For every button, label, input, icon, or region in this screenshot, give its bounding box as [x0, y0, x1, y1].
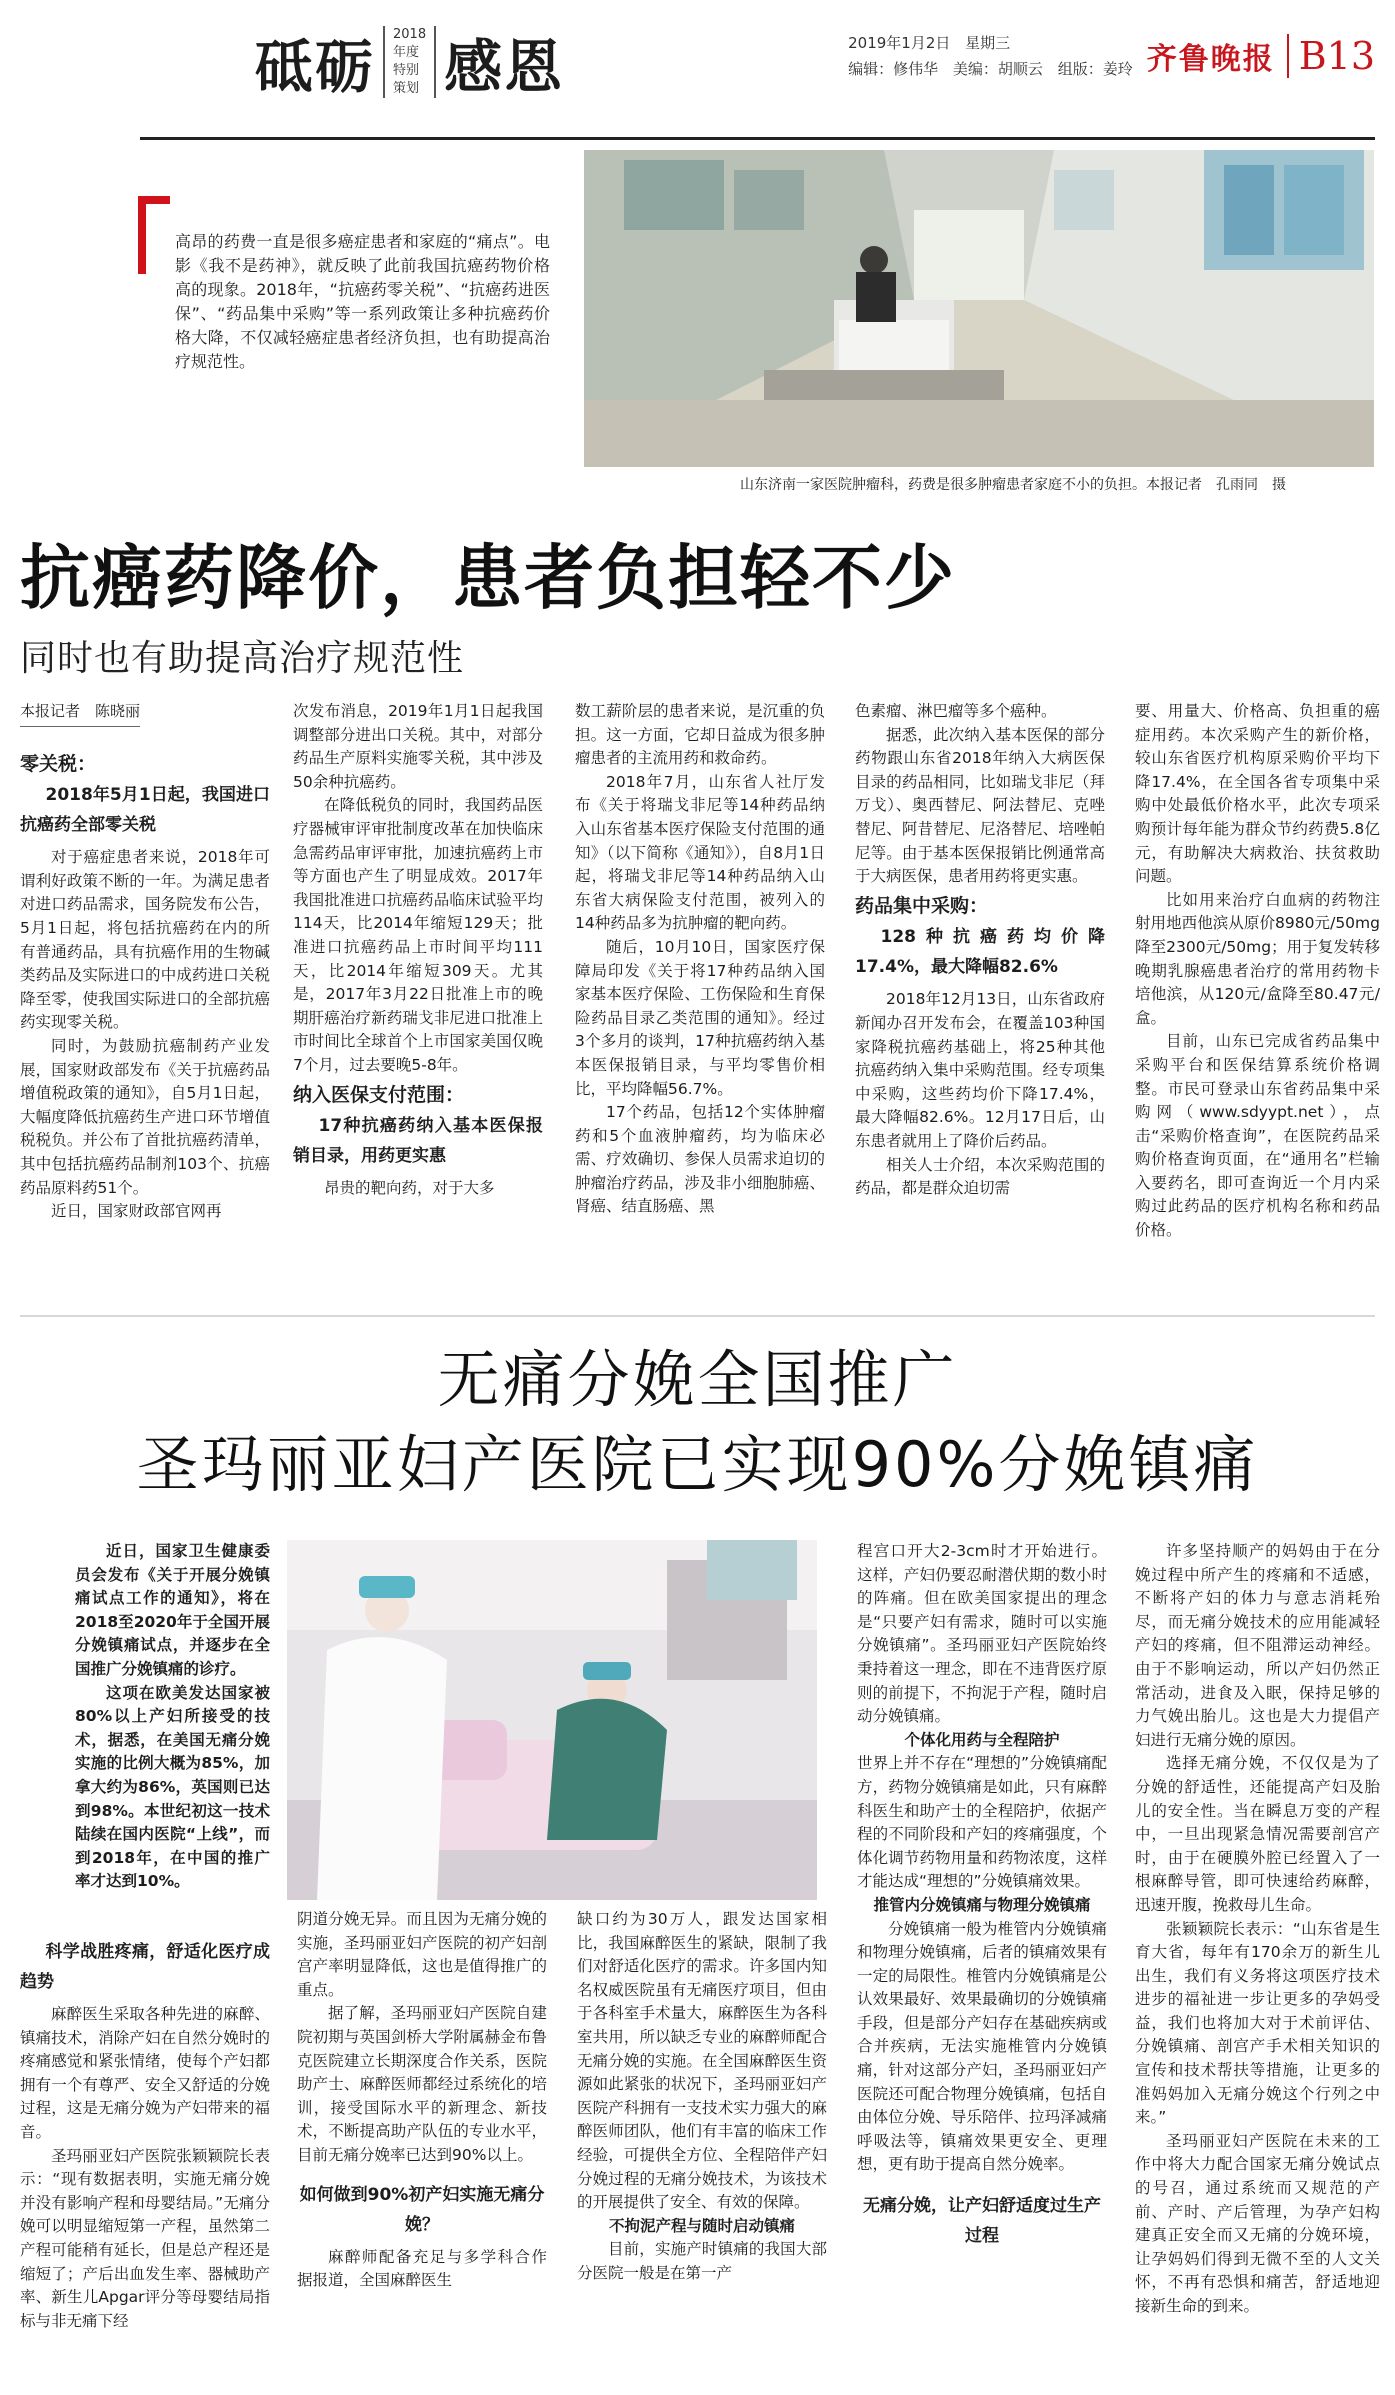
delivery-room-illustration — [287, 1540, 817, 1900]
paragraph: 目前，山东已完成省药品集中采购平台和医保结算系统价格调整。市民可登录山东省药品集中采购网（www.sdyypt.net），点击“采购价格查询”，在医院药品采购价格查询页面，在“通用名”栏输入要药名，即可查询近一个月内采购过此药品的医疗机构名称和药品价格。 — [1135, 1032, 1380, 1240]
paragraph: 圣玛丽亚妇产医院张颖颖院长表示：“现有数据表明，实施无痛分娩并没有影响产程和母婴结局。”无痛分娩可以明显缩短第一产程，虽然第二产程可能稍有延长，但是总产程还是缩短了；产后出血发生率、器械助产率、新生儿Apgar评分等母婴结局指标与非无痛下经 — [20, 2146, 270, 2330]
story1-column-4 — [855, 700, 1105, 1201]
paragraph: 在降低税负的同时，我国药品医疗器械审评审批制度改革在加快临床急需药品审评审批，加速抗癌药上市等方面也产生了明显成效。2017年我国批准进口抗癌药品临床试验平均114天，比2014年缩短129天；批准进口抗癌药品上市时间平均111天，比2014年缩短309天。尤其是，2017年3月22日批准上市的晚期肝癌治疗新药瑞戈非尼进口批准上市时间比全球首个上市国家美国仅晚7个月，过去要晚5-8年。 — [293, 796, 543, 1074]
section-heading-methods: 推管内分娩镇痛与物理分娩镇痛 — [873, 1895, 1091, 1914]
page-number: B13 — [1287, 34, 1375, 78]
paragraph: 张颖颖院长表示：“山东省是生育大省，每年有170余万的新生儿出生，我们有义务将这项医疗技术进步的福祉进一步让更多的孕妈受益，我们也将加大对于术前评估、分娩镇痛、剖宫产手术相关知识的宣传和技术帮扶等措施，让更多的准妈妈加入无痛分娩这个行列之中来。” — [1135, 1919, 1380, 2127]
paragraph: 缺口约为30万人，跟发达国家相比，我国麻醉医生的紧缺，限制了我们对舒适化医疗的需求。许多国内知名权威医院虽有无痛医疗项目，但由于各科室手术量大，麻醉医生为各科室共用，所以缺乏专业的麻醉师配合无痛分娩的实施。在全国麻醉医生资源如此紧张的状况下，圣玛丽亚妇产医院产科拥有一支技术实力强大的麻醉医师团队，他们有丰富的临床工作经验，可提供全方位、全程陪伴产妇分娩过程的无痛分娩技术，为该技术的开展提供了安全、有效的保障。 — [577, 1910, 827, 2212]
section-heading-flexible: 不拘泥产程与随时启动镇痛 — [608, 2216, 795, 2235]
story2-headline-line2: 圣玛丽亚妇产医院已实现90%分娩镇痛 — [136, 1428, 1259, 1501]
paragraph: 2018年12月13日，山东省政府新闻办召开发布会，在覆盖103种国家降税抗癌药基础上，将25种其他抗癌药纳入集中采购范围。经专项集中采购，这些药均价下降17.4%，最大降幅82.6%。12月17日后，山东患者就用上了降价后药品。 — [855, 990, 1105, 1150]
paragraph: 随后，10月10日，国家医疗保障局印发《关于将17种药品纳入国家基本医疗保险、工伤保险和生育保险药品目录乙类范围的通知》。经过3个多月的谈判，17种抗癌药纳入基本医保报销目录，与平均零售价相比，平均降幅56.7%。 — [575, 937, 825, 1098]
paragraph: 分娩镇痛一般为椎管内分娩镇痛和物理分娩镇痛，后者的镇痛效果有一定的局限性。椎管内分娩镇痛是公认效果最好、效果最确切的分娩镇痛手段，但是部分产妇存在基础疾病或合并疾病，无法实施椎管内分娩镇痛，针对这部分产妇，圣玛丽亚妇产医院还可配合物理分娩镇痛，包括自由体位分娩、导乐陪伴、拉玛泽减痛呼吸法等，镇痛效果更安全、更理想，更有助于提高自然分娩率。 — [857, 1919, 1107, 2174]
paragraph: 目前，实施产时镇痛的我国大部分医院一般是在第一产 — [577, 2240, 827, 2282]
section-masthead — [255, 22, 564, 102]
story2-column-5 — [1135, 1540, 1380, 2319]
paragraph: 圣玛丽亚妇产医院在未来的工作中将大力配合国家无痛分娩试点的号召，通过系统而又规范的产前、产时、产后管理，为孕产妇构建真正安全而又无痛的分娩环境，让孕妈妈们得到无微不至的人文关怀，不再有恐惧和痛苦，舒适地迎接新生命的到来。 — [1135, 2131, 1380, 2315]
paragraph: 据悉，此次纳入基本医保的部分药物跟山东省2018年纳入大病医保目录的药品相同，比如瑞戈非尼（拜万戈）、奥西替尼、阿法替尼、克唑替尼、阿昔替尼、尼洛替尼、培唑帕尼等。由于基本医保报销比例通常高于大病医保，患者用药将更实惠。 — [855, 725, 1105, 886]
hospital-corridor-photo — [584, 150, 1374, 467]
section-heading-science: 科学战胜疼痛，舒适化医疗成趋势 — [20, 1942, 270, 1992]
paragraph: 2018年7月，山东省人社厅发布《关于将瑞戈非尼等14种药品纳入山东省基本医疗保险支付范围的通知》（以下简称《通知》），自8月1日起，将瑞戈非尼等14种药品纳入山东省大病保险支付范围，被列入的14种药品多为抗肿瘤的靶向药。 — [575, 772, 825, 933]
annual-special-tag: 2018 年度 特别 策划 — [383, 26, 436, 98]
section-subheading-tariff: 2018年5月1日起，我国进口抗癌药全部零关税 — [20, 785, 270, 836]
paragraph: 据了解，圣玛丽亚妇产医院自建院初期与英国剑桥大学附属赫金布鲁克医院建立长期深度合作关系，医院助产士、麻醉医师都经过系统化的培训，接受国际水平的新理念、新技术，不断提高助产队伍的专业水平，目前无痛分娩率已达到90%以上。 — [297, 2004, 547, 2164]
paragraph: 麻醉医生采取各种先进的麻醉、镇痛技术，消除产妇在自然分娩时的疼痛感觉和紧张情绪，使每个产妇都拥有一个有尊严、安全又舒适的分娩过程，这是无痛分娩为产妇带来的福音。 — [20, 2005, 270, 2141]
section-heading-personalized: 个体化用药与全程陪护 — [904, 1730, 1060, 1749]
paragraph: 色素瘤、淋巴瘤等多个癌种。 — [855, 702, 1057, 720]
header-rule — [140, 137, 1375, 140]
byline: 本报记者 陈晓丽 — [20, 700, 140, 727]
hospital-corridor-illustration — [584, 150, 1374, 467]
story2-intro-column — [75, 1540, 270, 1894]
paragraph: 选择无痛分娩，不仅仅是为了分娩的舒适性，还能提高产妇及胎儿的安全性。当在瞬息万变的产程中，一旦出现紧急情况需要剖宫产时，由于在硬膜外腔已经置入了一根麻醉导管，即可快速给药麻醉，迅速开腹，挽救母儿生命。 — [1135, 1754, 1380, 1914]
paragraph: 比如用来治疗白血病的药物注射用地西他滨从原价8980元/50mg降至2300元/50mg；用于复发转移晚期乳腺癌患者治疗的常用药物卡培他滨，从120元/盒降至80.47元/盒。 — [1135, 890, 1380, 1027]
story2-column-4 — [857, 1540, 1107, 2257]
paragraph: 数工薪阶层的患者来说，是沉重的负担。这一方面，它却日益成为很多肿瘤患者的主流用药和救命药。 — [575, 702, 825, 768]
intro-paragraph: 近日，国家卫生健康委员会发布《关于开展分娩镇痛试点工作的通知》，将在2018至2020年于全国开展分娩镇痛试点，并逐步在全国推广分娩镇痛的诊疗。 — [75, 1542, 270, 1678]
editor-credit: 编辑：修伟华 — [848, 60, 939, 78]
designer-credit: 美编：胡顺云 — [952, 60, 1043, 78]
lead-bracket-decoration — [138, 196, 170, 274]
story-divider — [20, 1315, 1375, 1317]
paragraph: 许多坚持顺产的妈妈由于在分娩过程中所产生的疼痛和不适感，不断将产妇的体力与意志消耗殆尽，而无痛分娩技术的应用能减轻产妇的疼痛，但不阻滞运动神经。由于不影响运动，所以产妇仍然正常活动，进食及入眠，保持足够的力气娩出胎儿。这也是大力提倡产妇进行无痛分娩的原因。 — [1135, 1542, 1380, 1749]
section-subheading-insurance: 17种抗癌药纳入基本医保报销目录，用药更实惠 — [293, 1116, 543, 1167]
paragraph: 同时，为鼓励抗癌制药产业发展，国家财政部发布《关于抗癌药品增值税政策的通知》，自5月1日起，大幅度降低抗癌药生产进口环节增值税税负。并公布了首批抗癌药清单，其中包括抗癌药品制剂103个、抗癌药品原料药51个。 — [20, 1036, 270, 1197]
story1-column-3 — [575, 700, 825, 1219]
intro-paragraph: 这项在欧美发达国家被80%以上产妇所接受的技术，据悉，在美国无痛分娩实施的比例大概为85%，加拿大约为86%，英国则已达到98%。本世纪初这一技术陆续在国内医院“上线”，而到2018年，在中国的推广率才达到10%。 — [75, 1683, 270, 1891]
layout-credit: 组版：姜玲 — [1057, 60, 1133, 78]
paragraph: 对于癌症患者来说，2018年可谓利好政策不断的一年。为满足患者对进口药品需求，国务院发布公告，5月1日起，将包括抗癌药在内的所有普通药品，具有抗癌作用的生物碱类药品及实际进口的中成药进口关税降至零，使我国实际进口的全部抗癌药实现零关税。 — [20, 848, 270, 1032]
paragraph: 近日，国家财政部官网再 — [51, 1202, 222, 1221]
paragraph: 昂贵的靶向药，对于大多 — [324, 1179, 495, 1198]
section-heading-procurement: 药品集中采购： — [855, 894, 989, 917]
photo-caption: 山东济南一家医院肿瘤科，药费是很多肿瘤患者家庭不小的负担。本报记者 孔雨同 摄 — [740, 477, 1286, 493]
story2-column-2 — [297, 1908, 563, 2293]
newspaper-logo: 齐鲁晚报 — [1146, 42, 1275, 77]
paragraph: 世界上并不存在“理想的”分娩镇痛配方，药物分娩镇痛是如此，只有麻醉科医生和助产士的全程陪护，依据产程的不同阶段和产妇的疼痛强度，个体化调节药物用量和药物浓度，这样才能达成“理想的”分娩镇痛效果。 — [857, 1754, 1107, 1891]
paragraph: 要、用量大、价格高、负担重的癌症用药。本次采购产生的新价格，较山东省医疗机构原采购价平均下降17.4%，在全国各省专项集中采购中处最低价格水平，此次专项采购预计每年能为群众节约药费5.8亿元，有助解决大病救治、扶贫救助问题。 — [1135, 702, 1380, 886]
story2-headline-line1: 无痛分娩全国推广 — [437, 1343, 958, 1416]
paragraph: 相关人士介绍，本次采购范围的药品，都是群众迫切需 — [855, 1155, 1105, 1198]
story1-column-2 — [293, 700, 543, 1201]
section-heading-ninety-percent: 如何做到90%初产妇实施无痛分娩？ — [299, 2184, 545, 2235]
paragraph: 阴道分娩无异。而且因为无痛分娩的实施，圣玛丽亚妇产医院的初产妇剖宫产率明显降低，这也是值得推广的重点。 — [297, 1910, 547, 1999]
section-subheading-procurement: 128种抗癌药均价降17.4%，最大降幅82.6% — [855, 927, 1105, 978]
page-header-info — [848, 30, 1375, 82]
section-title-left: 砥砺 — [255, 33, 376, 101]
section-title-right: 感恩 — [444, 33, 565, 101]
story2-column-1 — [20, 1905, 270, 2333]
story2-column-3 — [577, 1908, 827, 2286]
issue-weekday: 星期三 — [965, 34, 1011, 52]
paragraph: 次发布消息，2019年1月1日起我国调整部分进出口关税。其中，对部分药品生产原料实施零关税，其中涉及50余种抗癌药。 — [293, 702, 543, 791]
story1-column-5 — [1135, 700, 1380, 1243]
story-headline: 抗癌药降价，患者负担轻不少 — [20, 537, 956, 619]
section-heading-insurance: 纳入医保支付范围： — [293, 1083, 465, 1106]
paragraph: 麻醉师配备充足与多学科合作 据报道，全国麻醉医生 — [297, 2247, 563, 2290]
paragraph: 程宫口开大2-3cm时才开始进行。这样，产妇仍要忍耐潜伏期的数小时的阵痛。但在欧美国家提出的理念是“只要产妇有需求，随时可以实施分娩镇痛”。圣玛丽亚妇产医院始终秉持着这一理念，即在不违背医疗原则的前提下，不拘泥于产程，随时启动分娩镇痛。 — [857, 1542, 1107, 1726]
paragraph: 17个药品，包括12个实体肿瘤药和5个血液肿瘤药，均为临床必需、疗效确切、参保人员需求迫切的肿瘤治疗药品，涉及非小细胞肺癌、肾癌、结直肠癌、黑 — [575, 1103, 825, 1216]
story1-column-1 — [20, 700, 270, 1224]
section-heading-comfort: 无痛分娩，让产妇舒适度过生产过程 — [863, 2196, 1101, 2247]
story-lead-paragraph: 高昂的药费一直是很多癌症患者和家庭的“痛点”。电影《我不是药神》，就反映了此前我国抗癌药物价格高的现象。2018年，“抗癌药零关税”、“抗癌药进医保”、“药品集中采购”等一系列政策让多种抗癌药价格大降，不仅减轻癌症患者经济负担，也有助提高治疗规范性。 — [175, 232, 550, 371]
issue-meta — [848, 30, 1133, 82]
issue-date: 2019年1月2日 — [848, 34, 951, 52]
story-subheadline: 同时也有助提高治疗规范性 — [20, 638, 465, 679]
delivery-room-photo — [287, 1540, 817, 1900]
section-heading-tariff: 零关税： — [20, 752, 97, 775]
